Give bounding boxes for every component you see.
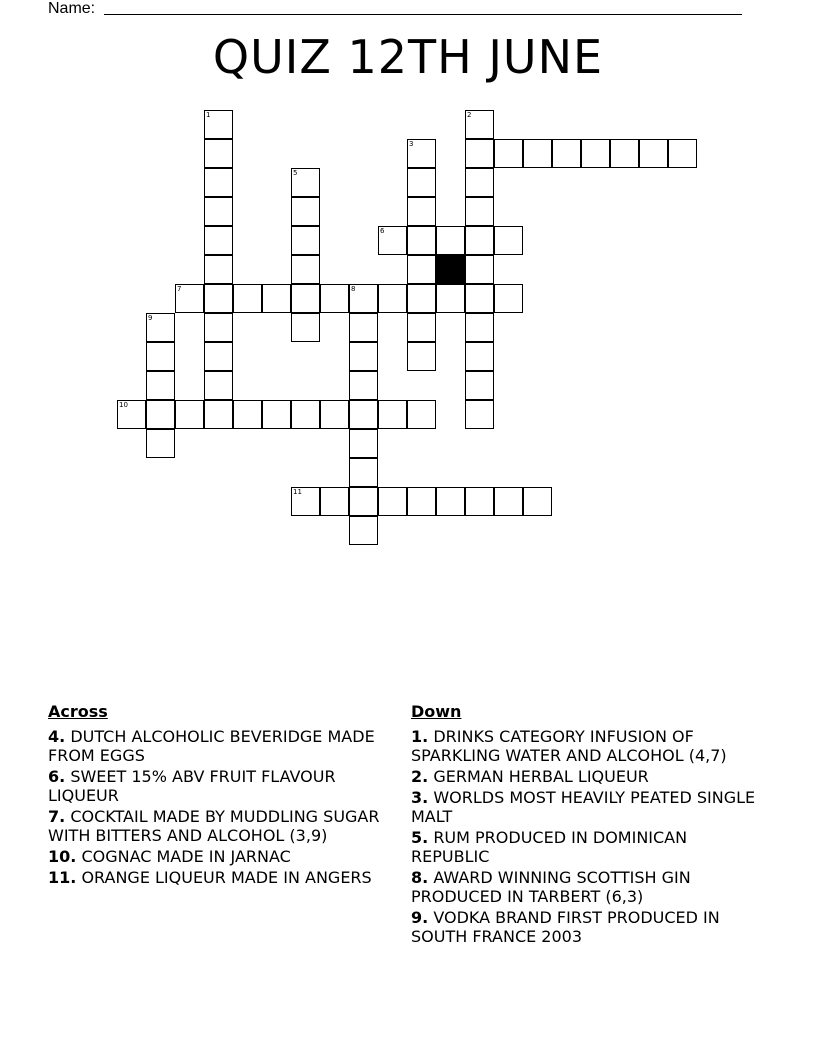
grid-cell[interactable]: [436, 226, 465, 255]
clue-number: 7.: [48, 807, 66, 826]
grid-cell[interactable]: [320, 487, 349, 516]
grid-cell[interactable]: [378, 400, 407, 429]
across-heading: Across: [48, 702, 108, 721]
grid-cell[interactable]: [407, 139, 436, 168]
grid-cell[interactable]: [494, 284, 523, 313]
grid-cell[interactable]: [146, 429, 175, 458]
grid-cell[interactable]: [465, 168, 494, 197]
grid-cell[interactable]: [465, 226, 494, 255]
grid-cell[interactable]: [436, 284, 465, 313]
grid-cell[interactable]: [349, 458, 378, 487]
grid-cell[interactable]: [262, 284, 291, 313]
grid-cell[interactable]: [378, 487, 407, 516]
cell-number: 1: [206, 111, 211, 119]
cell-number: 7: [177, 285, 182, 293]
grid-cell[interactable]: [407, 226, 436, 255]
clue-number: 8.: [411, 868, 429, 887]
clue-across-7: [48, 807, 398, 845]
grid-cell[interactable]: [146, 342, 175, 371]
grid-cell[interactable]: [378, 226, 407, 255]
clue-down-8: [411, 868, 761, 906]
grid-cell[interactable]: [552, 139, 581, 168]
grid-cell[interactable]: [465, 371, 494, 400]
clue-number: 4.: [48, 727, 66, 746]
grid-cell[interactable]: [349, 400, 378, 429]
clue-down-5: [411, 828, 761, 866]
grid-cell[interactable]: [291, 226, 320, 255]
cell-number: 6: [380, 227, 385, 235]
grid-cell[interactable]: [494, 139, 523, 168]
grid-cell[interactable]: [523, 139, 552, 168]
grid-cell[interactable]: [175, 284, 204, 313]
clue-text: COGNAC MADE IN JARNAC: [81, 847, 291, 866]
clue-down-9: [411, 908, 761, 946]
grid-cell[interactable]: [291, 400, 320, 429]
clue-text: GERMAN HERBAL LIQUEUR: [433, 767, 649, 786]
clue-text: AWARD WINNING SCOTTISH GIN PRODUCED IN TARBERT (6,3): [411, 868, 691, 906]
clue-text: DUTCH ALCOHOLIC BEVERIDGE MADE FROM EGGS: [48, 727, 375, 765]
cell-number: 11: [293, 488, 302, 496]
grid-cell[interactable]: [349, 429, 378, 458]
grid-cell[interactable]: [204, 226, 233, 255]
black-cell: [436, 255, 465, 284]
grid-cell[interactable]: [349, 487, 378, 516]
grid-cell[interactable]: [349, 516, 378, 545]
cell-number: 3: [409, 140, 414, 148]
clue-number: 3.: [411, 788, 429, 807]
grid-cell[interactable]: [581, 139, 610, 168]
grid-cell[interactable]: [668, 139, 697, 168]
grid-cell[interactable]: [407, 400, 436, 429]
grid-cell[interactable]: [465, 400, 494, 429]
grid-cell[interactable]: [639, 139, 668, 168]
grid-cell[interactable]: [291, 487, 320, 516]
cell-number: 9: [148, 314, 153, 322]
grid-cell[interactable]: [204, 139, 233, 168]
grid-cell[interactable]: [291, 197, 320, 226]
cell-number: 8: [351, 285, 356, 293]
cell-number: 10: [119, 401, 128, 409]
grid-cell[interactable]: [291, 255, 320, 284]
grid-cell[interactable]: [175, 400, 204, 429]
grid-cell[interactable]: [465, 255, 494, 284]
grid-cell[interactable]: [349, 371, 378, 400]
grid-cell[interactable]: [262, 400, 291, 429]
down-clues: [411, 702, 761, 948]
clue-down-1: [411, 727, 761, 765]
clue-number: 6.: [48, 767, 66, 786]
grid-cell[interactable]: [291, 284, 320, 313]
grid-cell[interactable]: [465, 313, 494, 342]
clue-number: 9.: [411, 908, 429, 927]
across-clues: [48, 702, 398, 889]
grid-cell[interactable]: [465, 110, 494, 139]
grid-cell[interactable]: [494, 487, 523, 516]
grid-cell[interactable]: [233, 284, 262, 313]
grid-cell[interactable]: [465, 139, 494, 168]
grid-cell[interactable]: [436, 487, 465, 516]
grid-cell[interactable]: [610, 139, 639, 168]
clue-text: ORANGE LIQUEUR MADE IN ANGERS: [81, 868, 372, 887]
grid-cell[interactable]: [204, 255, 233, 284]
clue-number: 10.: [48, 847, 77, 866]
grid-cell[interactable]: [349, 342, 378, 371]
grid-cell[interactable]: [407, 313, 436, 342]
grid-cell[interactable]: [291, 168, 320, 197]
clue-across-6: [48, 767, 398, 805]
grid-cell[interactable]: [204, 168, 233, 197]
clue-across-4: [48, 727, 398, 765]
grid-cell[interactable]: [146, 313, 175, 342]
grid-cell[interactable]: [204, 313, 233, 342]
clue-text: WORLDS MOST HEAVILY PEATED SINGLE MALT: [411, 788, 756, 826]
grid-cell[interactable]: [465, 284, 494, 313]
grid-cell[interactable]: [407, 197, 436, 226]
clue-number: 1.: [411, 727, 429, 746]
clue-across-10: [48, 847, 398, 866]
grid-cell[interactable]: [204, 110, 233, 139]
grid-cell[interactable]: [407, 487, 436, 516]
grid-cell[interactable]: [407, 342, 436, 371]
grid-cell[interactable]: [407, 255, 436, 284]
grid-cell[interactable]: [378, 284, 407, 313]
grid-cell[interactable]: [320, 284, 349, 313]
grid-cell[interactable]: [291, 313, 320, 342]
grid-cell[interactable]: [233, 400, 262, 429]
grid-cell[interactable]: [407, 168, 436, 197]
name-label: Name:: [48, 0, 96, 17]
grid-cell[interactable]: [465, 342, 494, 371]
clue-text: DRINKS CATEGORY INFUSION OF SPARKLING WATER AND ALCOHOL (4,7): [411, 727, 727, 765]
grid-cell[interactable]: [407, 284, 436, 313]
page-title: QUIZ 12TH JUNE: [212, 30, 604, 84]
grid-cell[interactable]: [349, 284, 378, 313]
grid-cell[interactable]: [465, 197, 494, 226]
grid-cell[interactable]: [204, 342, 233, 371]
grid-cell[interactable]: [146, 371, 175, 400]
clue-down-2: [411, 767, 761, 786]
grid-cell[interactable]: [146, 400, 175, 429]
grid-cell[interactable]: [204, 371, 233, 400]
down-heading: Down: [411, 702, 462, 721]
clue-down-3: [411, 788, 761, 826]
clue-number: 5.: [411, 828, 429, 847]
grid-cell[interactable]: [494, 226, 523, 255]
clue-text: RUM PRODUCED IN DOMINICAN REPUBLIC: [411, 828, 688, 866]
cell-number: 5: [293, 169, 298, 177]
clue-across-11: [48, 868, 398, 887]
clue-text: VODKA BRAND FIRST PRODUCED IN SOUTH FRANCE 2003: [411, 908, 720, 946]
grid-cell[interactable]: [204, 197, 233, 226]
grid-cell[interactable]: [349, 313, 378, 342]
grid-cell[interactable]: [523, 487, 552, 516]
grid-cell[interactable]: [117, 400, 146, 429]
cell-number: 2: [467, 111, 472, 119]
grid-cell[interactable]: [465, 487, 494, 516]
clue-text: COCKTAIL MADE BY MUDDLING SUGAR WITH BITTERS AND ALCOHOL (3,9): [48, 807, 380, 845]
clue-number: 11.: [48, 868, 77, 887]
grid-cell[interactable]: [204, 400, 233, 429]
grid-cell[interactable]: [320, 400, 349, 429]
clue-number: 2.: [411, 767, 429, 786]
grid-cell[interactable]: [204, 284, 233, 313]
clue-text: SWEET 15% ABV FRUIT FLAVOUR LIQUEUR: [48, 767, 336, 805]
